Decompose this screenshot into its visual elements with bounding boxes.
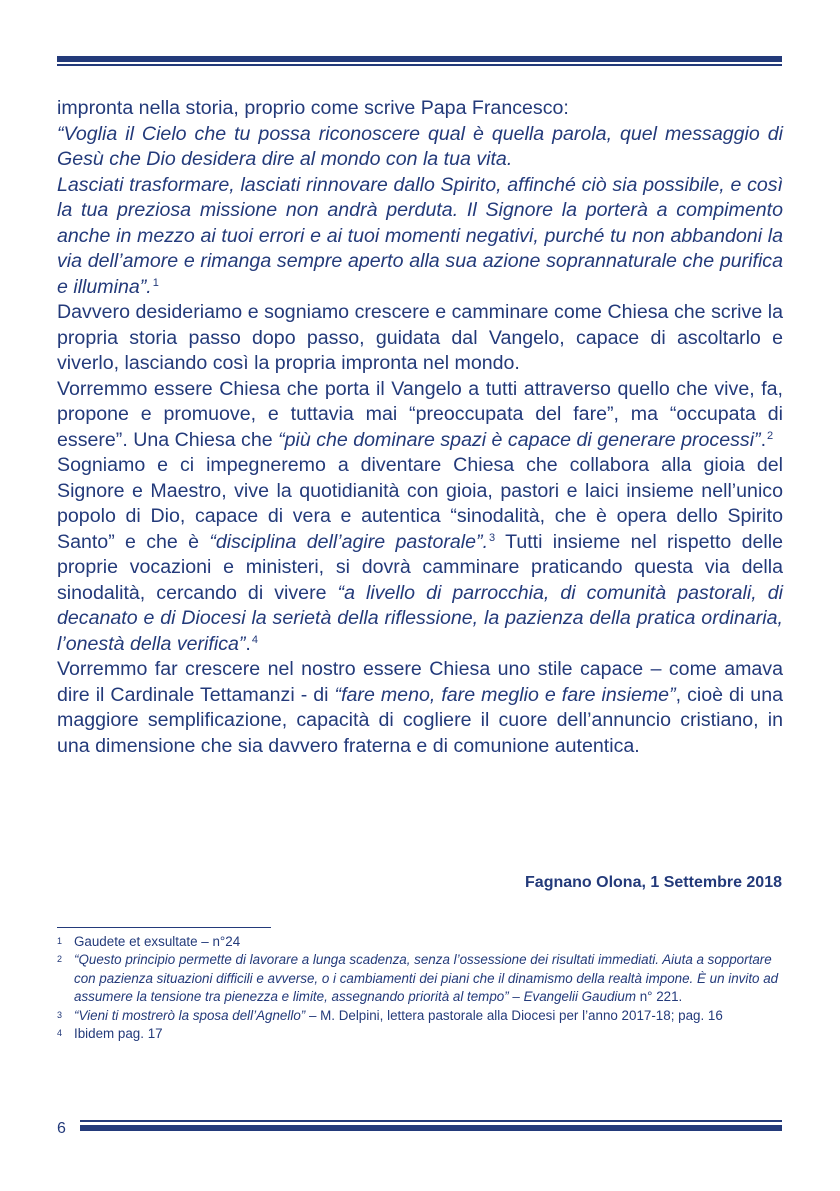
- footnote-2: [57, 951, 783, 1006]
- footnote-text: “Questo principio permette di lavorare a lunga scadenza, senza l’ossessione dei risultati immediati. Aiuta a sopportare con pazienza situazioni difficili e avverse, o i cambiamenti dei piani che il dinamismo della realtà impone. È un invito ad assumere la tensione tra pienezza e limite, assegnando priorità al tempo” – Evangelii Gaudium n° 221.: [74, 952, 779, 1005]
- footnote-number: 1: [57, 936, 63, 946]
- footnotes: [57, 933, 783, 1043]
- paragraph-quote-2: Lasciati trasformare, lasciati rinnovare dallo Spirito, affinché ciò sia possibile, e così la tua preziosa missione non andrà perduta. Il Signore la porterà a compimento anche in mezzo ai tuoi errori e ai tuoi momenti negativi, purché tu non abbandoni la via dell’amore e rimanga sempre aperto alla sua azione soprannaturale che purifica e illumina”.$^1$: [57, 173, 783, 298]
- footer-rule-thick: [80, 1125, 782, 1131]
- footnote-number: 3: [57, 1009, 63, 1020]
- footnote-number: 4: [57, 1028, 63, 1039]
- header-rule-thin: [57, 64, 782, 66]
- footer-rule: [80, 1120, 782, 1132]
- footnote-ref-4: 4: [251, 633, 258, 646]
- signature-date: Fagnano Olona, 1 Settembre 2018: [525, 874, 782, 891]
- footnote-ref-3: 3: [489, 531, 496, 544]
- paragraph-1: impronta nella storia, proprio come scrive Papa Francesco:: [57, 97, 569, 119]
- footnote-ref-1: 1: [152, 276, 159, 289]
- page-number: 6: [57, 1120, 66, 1137]
- footnote-3: [57, 1007, 783, 1025]
- header-rule-thick: [57, 56, 782, 62]
- footnote-text: Gaudete et exsultate – n°24: [74, 934, 241, 949]
- header-rule: [57, 56, 782, 67]
- footnote-number: 2: [57, 954, 63, 965]
- main-text: [57, 96, 783, 759]
- footnote-text: Ibidem pag. 17: [74, 1026, 163, 1042]
- footnote-text: “Vieni ti mostrerò la sposa dell’Agnello” – M. Delpini, lettera pastorale alla Diocesi per l’anno 2017-18; pag. 16: [74, 1007, 723, 1023]
- footnote-ref-2: 2: [767, 429, 774, 442]
- paragraph-6: Sogniamo e ci impegneremo a diventare Chiesa che collabora alla gioia del Signore e Maestro, vive la quotidianità con gioia, pastori e laici insieme nell’unico popolo di Dio, capace di vera e autentica “sinodalità, che è opera dello Spirito Santo” e che è “disciplina dell’agire pastorale”.$^3$ Tutti insieme nel rispetto delle proprie vocazioni e ministeri, si dovrà camminare praticando questa via della sinodalità, cercando di vivere “a livello di parrocchia, di comunità pastorali, di decanato e di Diocesi la serietà della riflessione, la pazienza della pratica ordinaria, l’onestà della verifica”.$^4$: [57, 454, 783, 655]
- paragraph-5: Vorremmo essere Chiesa che porta il Vangelo a tutti attraverso quello che vive, fa, propone e promuove, e tuttavia mai “preoccupata del fare”, ma “occupata di essere”. Una Chiesa che “più che dominare spazi è capace di generare processi”.$^2$: [57, 377, 783, 451]
- paragraph-quote-1: “Voglia il Cielo che tu possa riconoscere qual è quella parola, quel messaggio di Gesù che Dio desidera dire al mondo con la tua vita.: [57, 122, 783, 170]
- footnote-4: [57, 1025, 783, 1043]
- footnote-1: [57, 933, 783, 951]
- paragraph-7: Vorremmo far crescere nel nostro essere Chiesa uno stile capace – come amava dire il Cardinale Tettamanzi - di “fare meno, fare meglio e fare insieme”, cioè di una maggiore semplificazione, capacità di cogliere il cuore dell’annuncio cristiano, in una dimensione che sia davvero fraterna e di comunione autentica.: [57, 658, 784, 757]
- paragraph-4: Davvero desideriamo e sogniamo crescere e camminare come Chiesa che scrive la propria storia passo dopo passo, guidata dal Vangelo, capace di ascoltarlo e viverlo, lasciando così la propria impronta nel mondo.: [57, 301, 783, 374]
- footer-rule-thin: [80, 1120, 782, 1122]
- footnote-separator: [57, 927, 271, 928]
